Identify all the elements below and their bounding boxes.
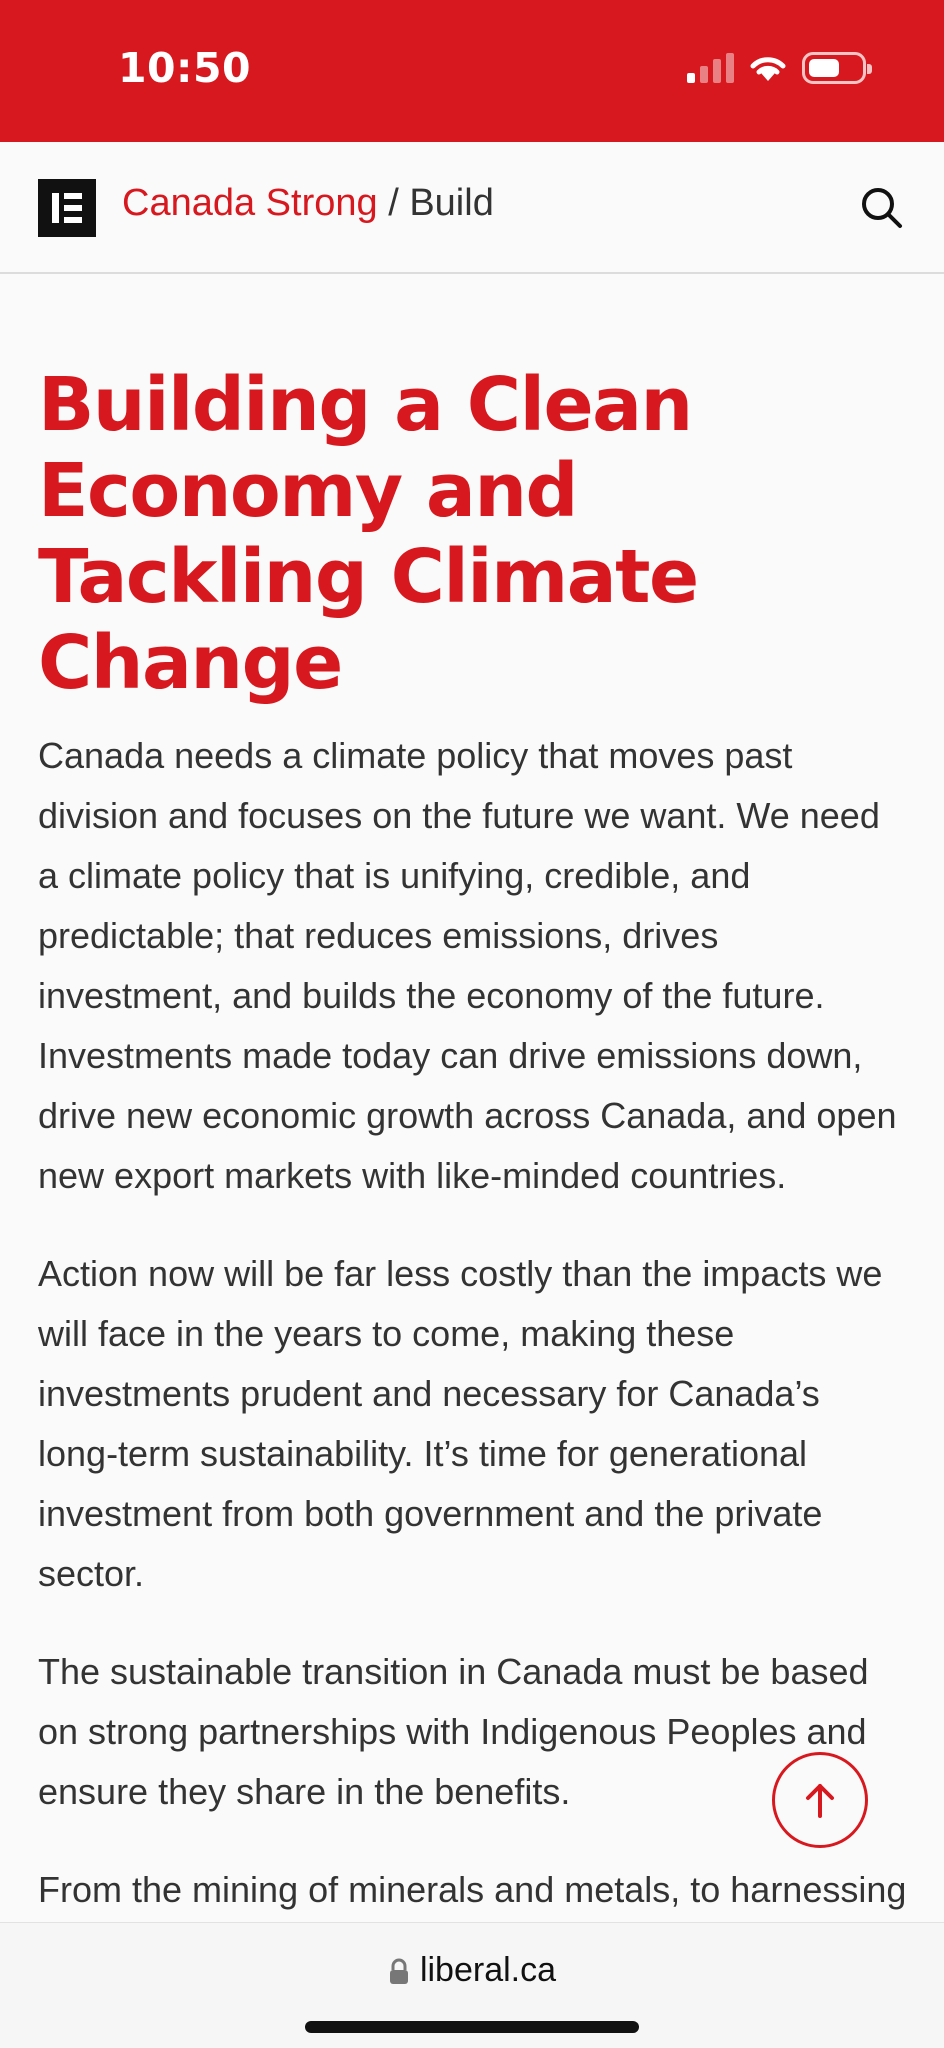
cellular-signal-icon bbox=[687, 53, 734, 83]
article-paragraph: Action now will be far less costly than the impacts we will face in the years to come, making these investments prudent and necessary for Canada’s long-term sustainability. It’s time for generational investment from both government and the private sector. bbox=[38, 1253, 883, 1594]
scroll-to-top-button[interactable] bbox=[772, 1752, 868, 1848]
breadcrumb bbox=[122, 182, 494, 225]
arrow-up-icon bbox=[798, 1778, 842, 1822]
article-paragraph: Canada needs a climate policy that moves past division and focuses on the future we want. We need a climate policy that is unifying, credible, and predictable; that reduces emissions, drives investment, and builds the economy of the future. Investments made today can drive emissions down, drive new economic growth across Canada, and open new export markets with like-minded countries. bbox=[38, 735, 897, 1196]
wifi-icon bbox=[748, 53, 788, 83]
lock-icon bbox=[388, 1958, 410, 1986]
article-content bbox=[38, 362, 908, 1920]
status-time: 10:50 bbox=[118, 44, 252, 92]
status-icons bbox=[687, 52, 866, 84]
battery-icon bbox=[802, 52, 866, 84]
article-paragraph: From the mining of minerals and metals, to harnessing bbox=[38, 1869, 907, 1910]
site-header bbox=[0, 142, 944, 274]
article-headline: Building a Clean Economy and Tackling Climate Change bbox=[38, 362, 698, 706]
breadcrumb-current: Build bbox=[409, 182, 494, 224]
site-logo-icon[interactable] bbox=[38, 179, 96, 237]
url-display[interactable] bbox=[0, 1951, 944, 1990]
article-paragraph: The sustainable transition in Canada must be based on strong partnerships with Indigenous Peoples and ensure they share in the benefits. bbox=[38, 1651, 869, 1812]
status-bar bbox=[0, 0, 944, 142]
url-text: liberal.ca bbox=[419, 1951, 557, 1989]
breadcrumb-link-canada-strong[interactable]: Canada Strong bbox=[122, 182, 378, 224]
browser-address-bar[interactable] bbox=[0, 1922, 944, 2048]
breadcrumb-separator: / bbox=[377, 182, 410, 224]
search-icon[interactable] bbox=[856, 182, 908, 234]
home-indicator[interactable] bbox=[305, 2021, 639, 2033]
